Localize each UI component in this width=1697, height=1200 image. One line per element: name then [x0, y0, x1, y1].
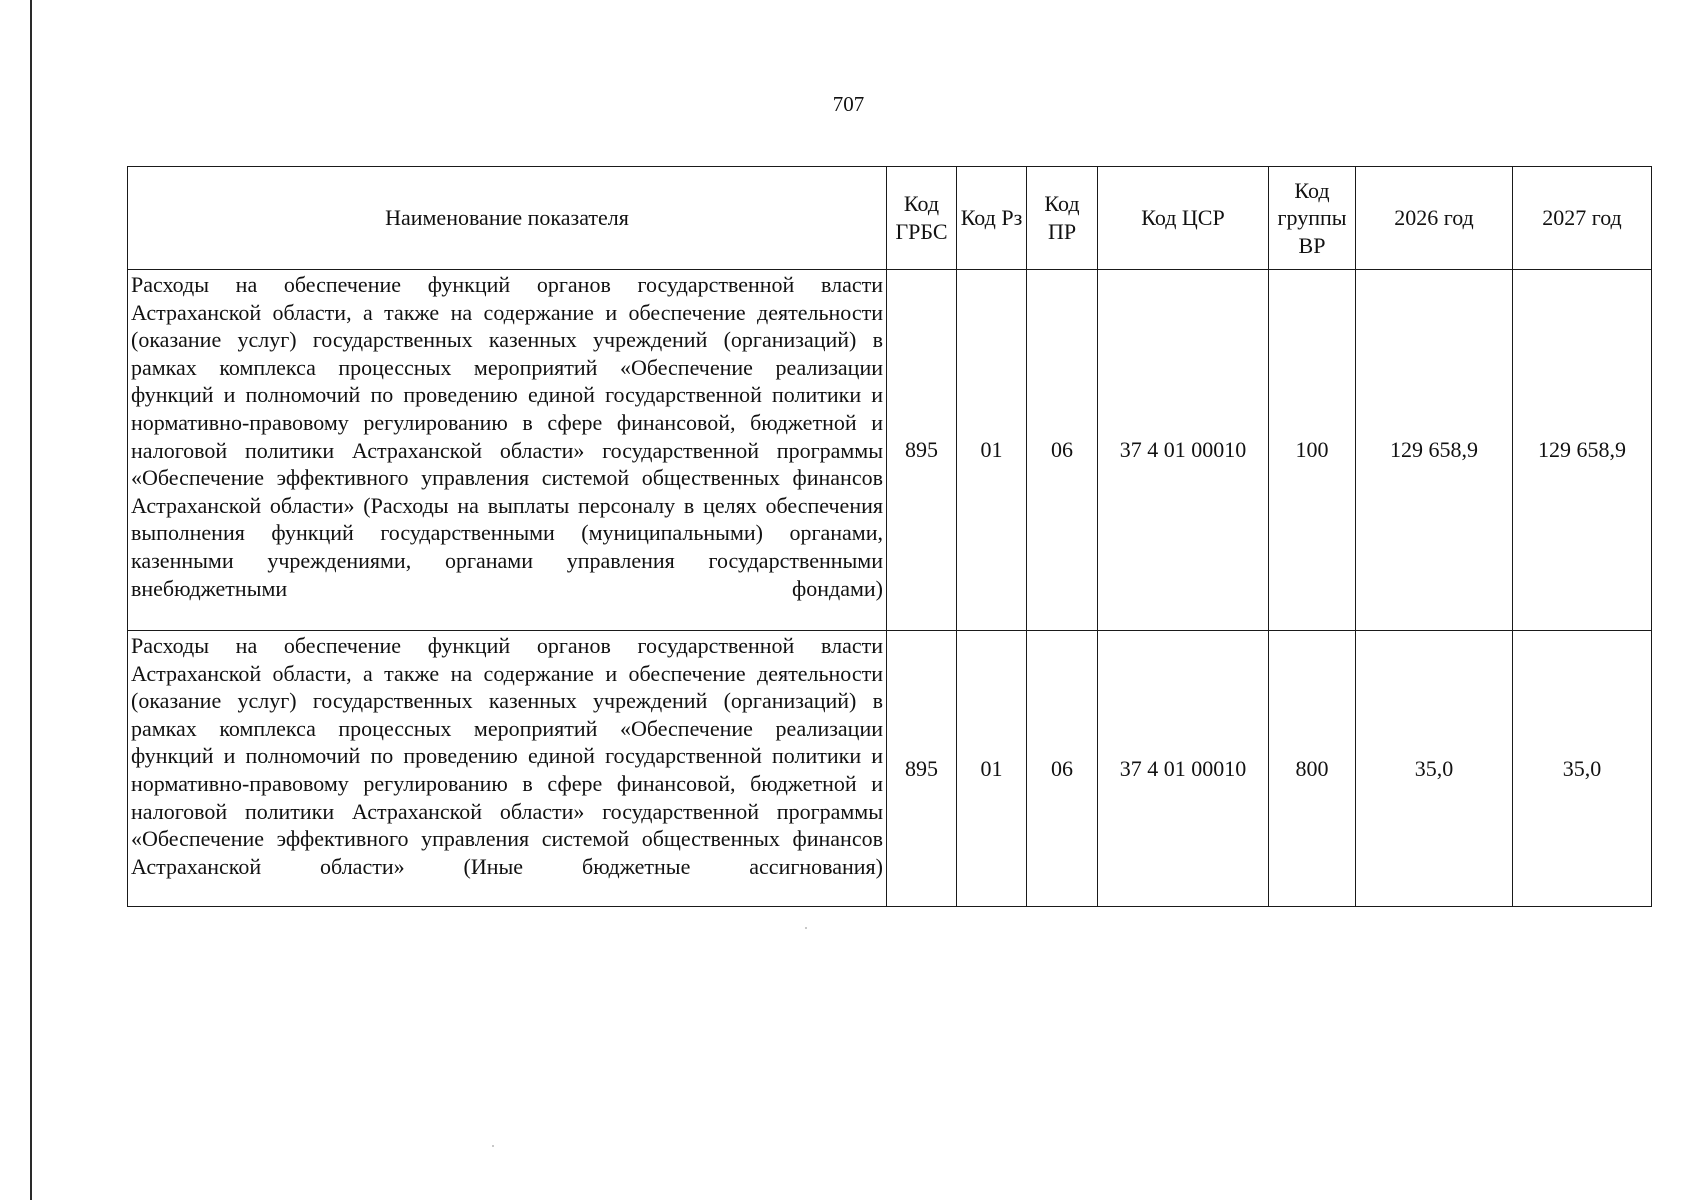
- header-vr: Код группы ВР: [1269, 167, 1356, 270]
- budget-table: [127, 166, 1652, 907]
- row-csr-cell: 37 4 01 00010: [1098, 631, 1269, 907]
- header-pr: Код ПР: [1027, 167, 1098, 270]
- header-2026: 2026 год: [1356, 167, 1513, 270]
- scan-speck: [805, 927, 807, 929]
- row-name-cell: Расходы на обеспечение функций органов государственной власти Астраханской области, а также на содержание и обеспечение деятельности (оказание услуг) государственных казенных учреждений (организаций) в рамках комплекса процессных мероприятий «Обеспечение реализации функций и полномочий по проведению единой государственной политики и нормативно-правовому регулированию в сфере финансовой, бюджетной и налоговой политики Астраханской области» государственной программы «Обеспечение эффективного управления системой общественных финансов Астраханской области» (Иные бюджетные ассигнования): [128, 631, 887, 907]
- header-csr: Код ЦСР: [1098, 167, 1269, 270]
- row-grbs-cell: 895: [887, 270, 957, 631]
- header-grbs: Код ГРБС: [887, 167, 957, 270]
- row-name-cell: Расходы на обеспечение функций органов государственной власти Астраханской области, а также на содержание и обеспечение деятельности (оказание услуг) государственных казенных учреждений (организаций) в рамках комплекса процессных мероприятий «Обеспечение реализации функций и полномочий по проведению единой государственной политики и нормативно-правовому регулированию в сфере финансовой, бюджетной и налоговой политики Астраханской области» государственной программы «Обеспечение эффективного управления системой общественных финансов Астраханской области» (Расходы на выплаты персоналу в целях обеспечения выполнения функций государственными (муниципальными) органами, казенными учреждениями, органами управления государственными внебюджетными фондами): [128, 270, 887, 631]
- row-pr-cell: 06: [1027, 270, 1098, 631]
- row-pr-cell: 06: [1027, 631, 1098, 907]
- row-csr-cell: 37 4 01 00010: [1098, 270, 1269, 631]
- row-rz-cell: 01: [957, 631, 1027, 907]
- scan-speck: [492, 1145, 494, 1147]
- row-grbs-cell: 895: [887, 631, 957, 907]
- row-2026-cell: 129 658,9: [1356, 270, 1513, 631]
- table-header-row: [128, 167, 1652, 270]
- header-rz: Код Рз: [957, 167, 1027, 270]
- row-2027-cell: 35,0: [1513, 631, 1652, 907]
- row-2027-cell: 129 658,9: [1513, 270, 1652, 631]
- header-name: Наименование показателя: [128, 167, 887, 270]
- page-number: 707: [832, 92, 865, 116]
- table-row: [128, 270, 1652, 631]
- row-rz-cell: 01: [957, 270, 1027, 631]
- row-vr-cell: 100: [1269, 270, 1356, 631]
- header-2027: 2027 год: [1513, 167, 1652, 270]
- row-vr-cell: 800: [1269, 631, 1356, 907]
- scan-edge-line: [30, 0, 32, 1200]
- table-row: [128, 631, 1652, 907]
- row-2026-cell: 35,0: [1356, 631, 1513, 907]
